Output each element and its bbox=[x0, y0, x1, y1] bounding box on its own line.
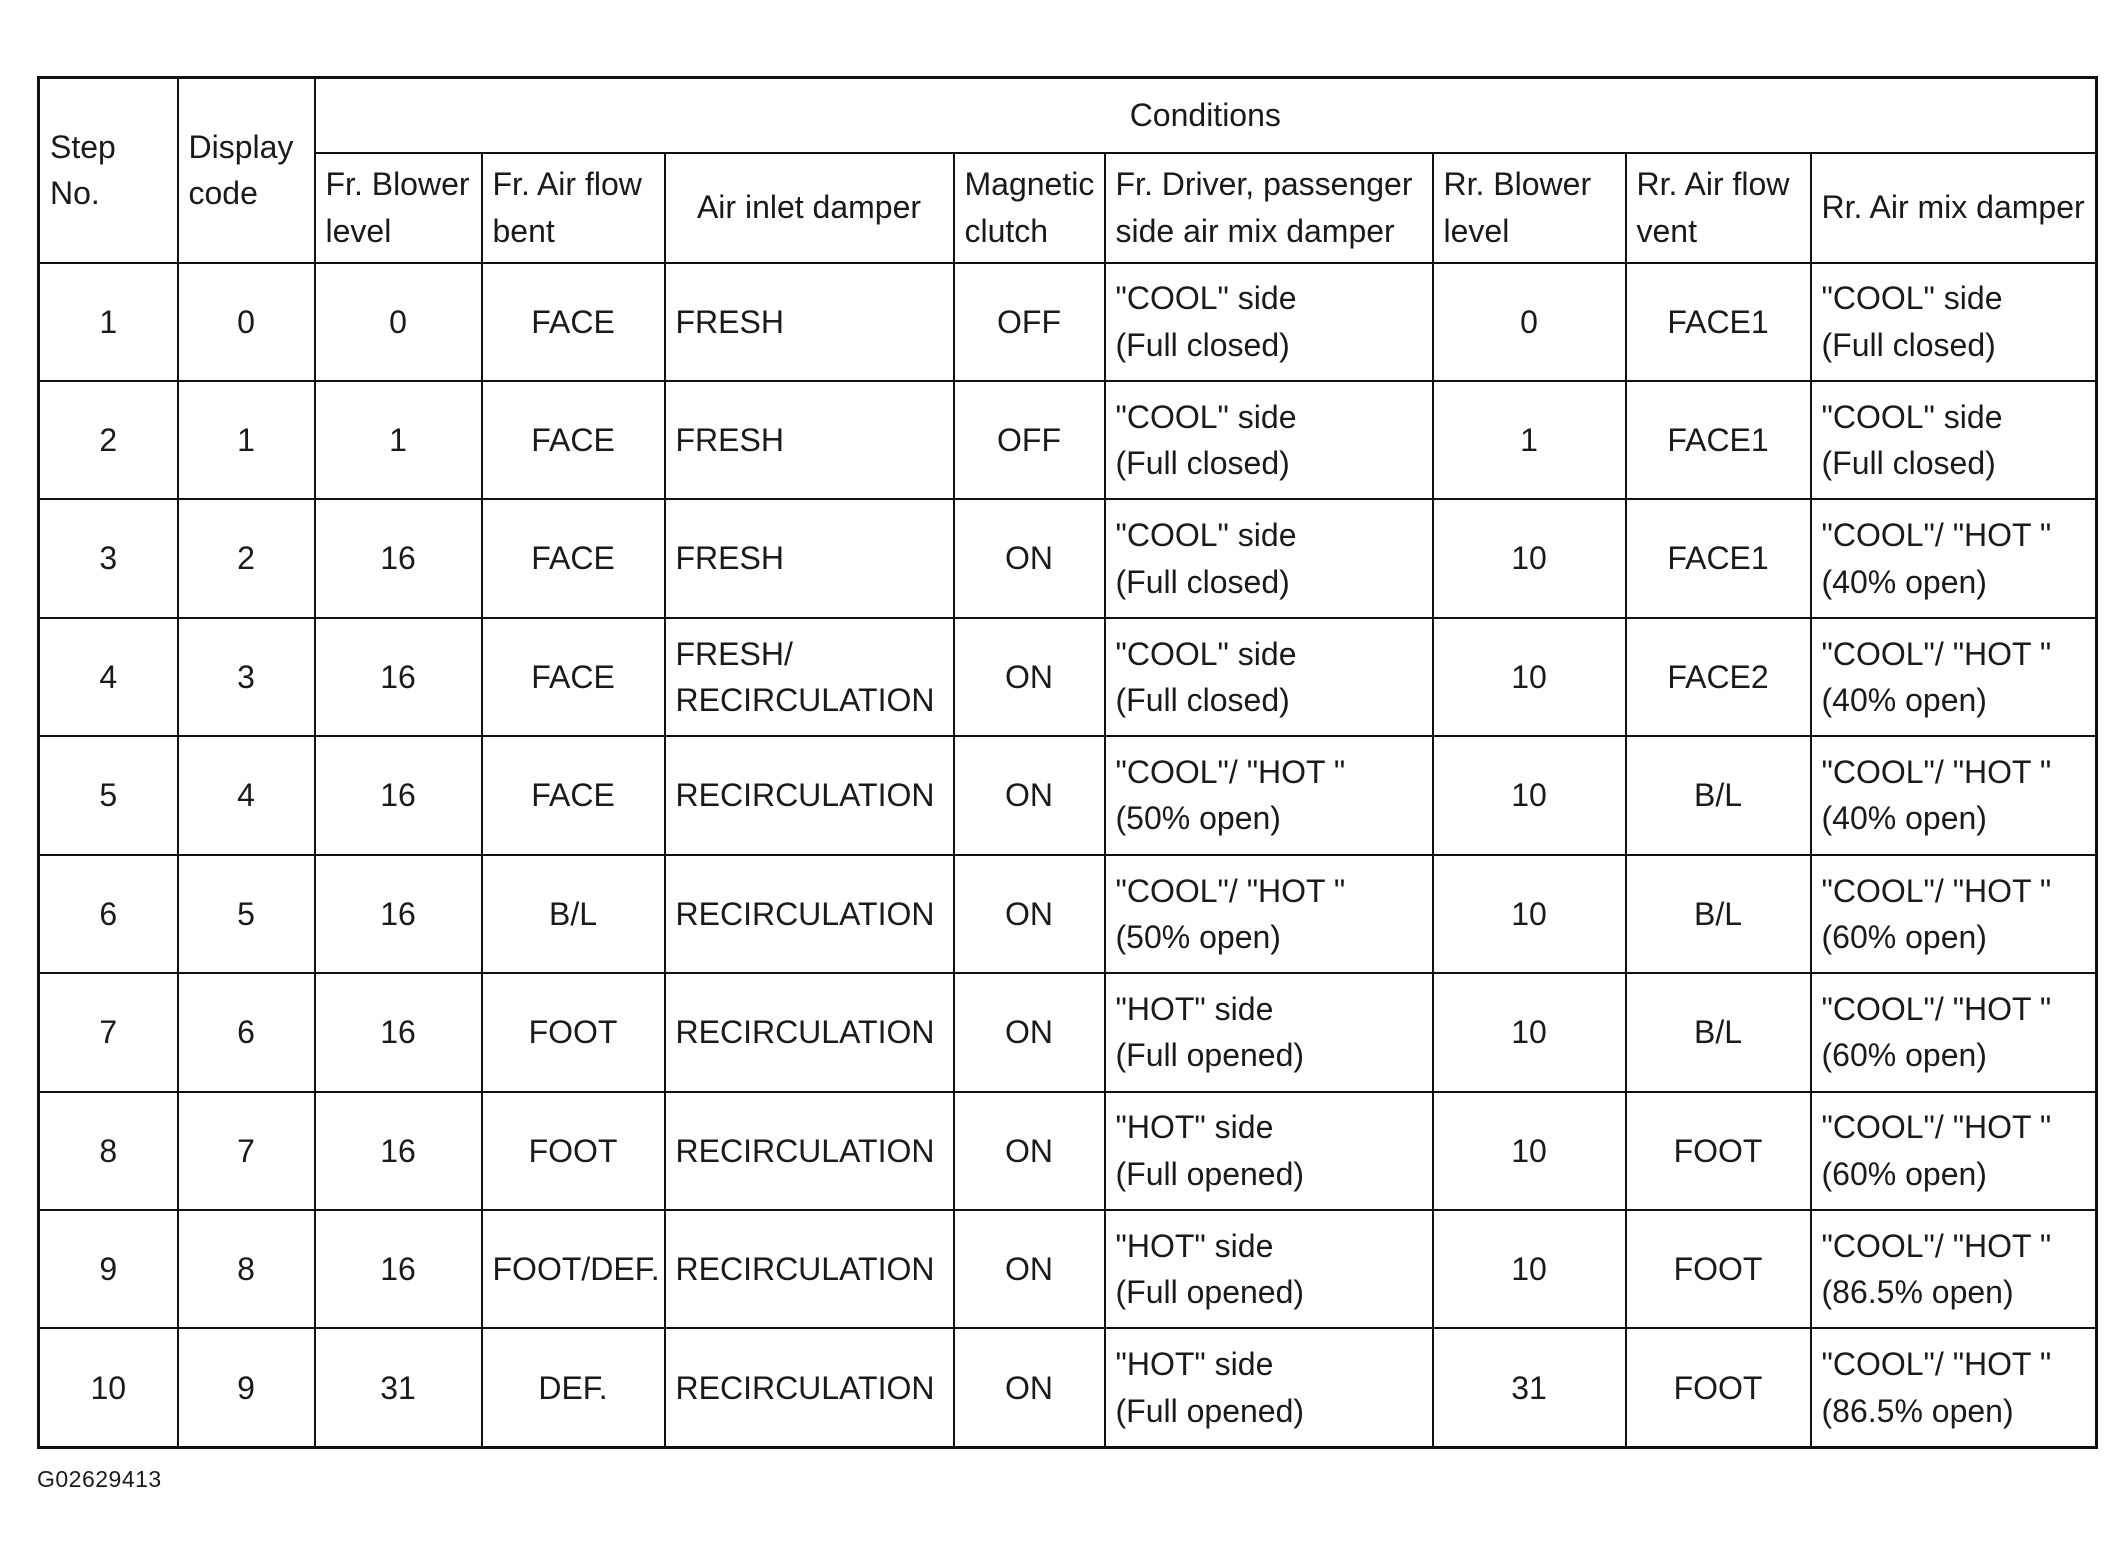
fr-air-flow-cell: FACE bbox=[482, 499, 665, 617]
fr-air-mix-damper-cell-line: (50% open) bbox=[1115, 800, 1281, 837]
fr-air-mix-damper-cell-line: (Full opened) bbox=[1115, 1392, 1305, 1429]
rr-air-mix-damper-cell bbox=[1811, 618, 2097, 736]
conditions-table bbox=[37, 76, 2098, 1449]
fr-air-flow-cell: FOOT/DEF. bbox=[482, 1210, 665, 1328]
rr-air-mix-damper-cell bbox=[1811, 499, 2097, 617]
magnetic-clutch-cell: ON bbox=[954, 855, 1105, 973]
magnetic-clutch-cell: ON bbox=[954, 736, 1105, 854]
rr-air-mix-damper-cell-line: (86.5% open) bbox=[1821, 1392, 2014, 1429]
air-inlet-cell: RECIRCULATION bbox=[665, 1210, 954, 1328]
rr-air-mix-damper-cell bbox=[1811, 1328, 2097, 1447]
fr-air-mix-damper-cell bbox=[1105, 618, 1433, 736]
display-code-cell: 6 bbox=[178, 973, 315, 1091]
fr-air-mix-damper-cell bbox=[1105, 973, 1433, 1091]
fr-air-mix-damper-cell-line: (Full closed) bbox=[1115, 445, 1290, 482]
air-inlet-cell: RECIRCULATION bbox=[665, 855, 954, 973]
rr-air-mix-damper-cell bbox=[1811, 736, 2097, 854]
air-inlet-cell: FRESH bbox=[665, 263, 954, 381]
fr-air-mix-damper-cell-line: (Full closed) bbox=[1115, 326, 1290, 363]
step-cell: 7 bbox=[39, 973, 178, 1091]
fr-blower-cell: 16 bbox=[315, 736, 482, 854]
rr-air-mix-damper-cell bbox=[1811, 855, 2097, 973]
figure-id: G02629413 bbox=[37, 1466, 162, 1492]
step-cell: 10 bbox=[39, 1328, 178, 1447]
rr-air-flow-vent-cell: FACE1 bbox=[1626, 499, 1811, 617]
rr-blower-cell: 10 bbox=[1433, 1092, 1626, 1210]
rr-air-flow-vent-cell: FACE1 bbox=[1626, 263, 1811, 381]
rr-air-mix-damper-cell-line: (60% open) bbox=[1821, 1037, 1987, 1074]
fr-air-mix-damper-cell bbox=[1105, 1328, 1433, 1447]
table-row bbox=[39, 381, 2097, 499]
air-inlet-cell: FRESH bbox=[665, 381, 954, 499]
rr-air-mix-damper-cell-line: (86.5% open) bbox=[1821, 1274, 2014, 1311]
step-cell: 2 bbox=[39, 381, 178, 499]
rr-blower-cell: 10 bbox=[1433, 618, 1626, 736]
fr-air-mix-damper-cell bbox=[1105, 263, 1433, 381]
rr-air-flow-vent-cell: B/L bbox=[1626, 855, 1811, 973]
rr-air-mix-damper-cell-line: "COOL"/ "HOT " bbox=[1821, 990, 2052, 1027]
fr-air-mix-damper-cell-line: (Full opened) bbox=[1115, 1037, 1305, 1074]
rr-air-mix-damper-cell-line: "COOL" side bbox=[1821, 280, 2003, 317]
rr-air-mix-damper-cell-line: (40% open) bbox=[1821, 800, 1987, 837]
rr-air-mix-damper-cell-line: "COOL"/ "HOT " bbox=[1821, 1109, 2052, 1146]
conditions-table-container bbox=[37, 76, 2095, 1449]
display-code-cell: 5 bbox=[178, 855, 315, 973]
rr-air-mix-damper-cell-line: (60% open) bbox=[1821, 1155, 1987, 1192]
fr-air-mix-damper-cell-line: (50% open) bbox=[1115, 918, 1281, 955]
fr-blower-cell: 16 bbox=[315, 1210, 482, 1328]
fr-blower-cell: 31 bbox=[315, 1328, 482, 1447]
table-row bbox=[39, 1210, 2097, 1328]
rr-blower-cell: 10 bbox=[1433, 1210, 1626, 1328]
air-inlet-cell: RECIRCULATION bbox=[665, 736, 954, 854]
step-cell: 4 bbox=[39, 618, 178, 736]
fr-air-mix-damper-cell-line: (Full opened) bbox=[1115, 1155, 1305, 1192]
fr-air-mix-damper-cell-line: (Full opened) bbox=[1115, 1274, 1305, 1311]
rr-air-mix-damper-cell-line: "COOL"/ "HOT " bbox=[1821, 1227, 2052, 1264]
header-display-code: Display code bbox=[178, 78, 315, 263]
fr-air-flow-cell: FACE bbox=[482, 736, 665, 854]
fr-air-mix-damper-cell-line: "COOL" side bbox=[1115, 517, 1297, 554]
air-inlet-cell: FRESH/ RECIRCULATION bbox=[665, 618, 954, 736]
rr-blower-cell: 1 bbox=[1433, 381, 1626, 499]
rr-air-mix-damper-cell bbox=[1811, 1210, 2097, 1328]
table-row bbox=[39, 618, 2097, 736]
rr-blower-cell: 0 bbox=[1433, 263, 1626, 381]
rr-air-mix-damper-cell-line: "COOL"/ "HOT " bbox=[1821, 517, 2052, 554]
header-rr-air-flow-vent: Rr. Air flow vent bbox=[1626, 153, 1811, 263]
fr-air-flow-cell: B/L bbox=[482, 855, 665, 973]
fr-air-flow-cell: FOOT bbox=[482, 973, 665, 1091]
fr-blower-cell: 16 bbox=[315, 618, 482, 736]
rr-blower-cell: 10 bbox=[1433, 855, 1626, 973]
fr-air-mix-damper-cell-line: "COOL" side bbox=[1115, 635, 1297, 672]
rr-air-flow-vent-cell: FOOT bbox=[1626, 1092, 1811, 1210]
rr-air-mix-damper-cell bbox=[1811, 381, 2097, 499]
display-code-cell: 7 bbox=[178, 1092, 315, 1210]
rr-air-mix-damper-cell-line: (Full closed) bbox=[1821, 445, 1996, 482]
header-magnetic-clutch: Magnetic clutch bbox=[954, 153, 1105, 263]
fr-blower-cell: 1 bbox=[315, 381, 482, 499]
fr-air-flow-cell: FOOT bbox=[482, 1092, 665, 1210]
table-row bbox=[39, 263, 2097, 381]
fr-air-mix-damper-cell-line: "COOL"/ "HOT " bbox=[1115, 754, 1346, 791]
header-fr-air-mix-damper: Fr. Driver, passenger side air mix damper bbox=[1105, 153, 1433, 263]
rr-air-mix-damper-cell-line: "COOL"/ "HOT " bbox=[1821, 635, 2052, 672]
fr-blower-cell: 16 bbox=[315, 499, 482, 617]
header-rr-blower-level: Rr. Blower level bbox=[1433, 153, 1626, 263]
rr-blower-cell: 10 bbox=[1433, 499, 1626, 617]
step-cell: 6 bbox=[39, 855, 178, 973]
table-row bbox=[39, 973, 2097, 1091]
display-code-cell: 0 bbox=[178, 263, 315, 381]
table-row bbox=[39, 499, 2097, 617]
fr-air-mix-damper-cell bbox=[1105, 1210, 1433, 1328]
step-cell: 1 bbox=[39, 263, 178, 381]
table-row bbox=[39, 855, 2097, 973]
rr-blower-cell: 10 bbox=[1433, 736, 1626, 854]
air-inlet-cell: RECIRCULATION bbox=[665, 1092, 954, 1210]
rr-air-mix-damper-cell-line: (Full closed) bbox=[1821, 326, 1996, 363]
fr-air-mix-damper-cell-line: (Full closed) bbox=[1115, 682, 1290, 719]
magnetic-clutch-cell: ON bbox=[954, 1328, 1105, 1447]
magnetic-clutch-cell: ON bbox=[954, 1092, 1105, 1210]
fr-air-mix-damper-cell-line: "HOT" side bbox=[1115, 990, 1274, 1027]
fr-air-mix-damper-cell-line: "HOT" side bbox=[1115, 1109, 1274, 1146]
rr-air-mix-damper-cell-line: (60% open) bbox=[1821, 918, 1987, 955]
rr-air-flow-vent-cell: FOOT bbox=[1626, 1328, 1811, 1447]
header-rr-air-mix-damper: Rr. Air mix damper bbox=[1811, 153, 2097, 263]
display-code-cell: 1 bbox=[178, 381, 315, 499]
fr-air-flow-cell: DEF. bbox=[482, 1328, 665, 1447]
rr-air-flow-vent-cell: FOOT bbox=[1626, 1210, 1811, 1328]
rr-air-flow-vent-cell: FACE2 bbox=[1626, 618, 1811, 736]
fr-air-mix-damper-cell-line: "HOT" side bbox=[1115, 1346, 1274, 1383]
fr-air-mix-damper-cell-line: "COOL"/ "HOT " bbox=[1115, 872, 1346, 909]
rr-blower-cell: 10 bbox=[1433, 973, 1626, 1091]
rr-air-mix-damper-cell-line: "COOL" side bbox=[1821, 398, 2003, 435]
fr-air-flow-cell: FACE bbox=[482, 618, 665, 736]
rr-air-mix-damper-cell-line: "COOL"/ "HOT " bbox=[1821, 872, 2052, 909]
fr-air-mix-damper-cell bbox=[1105, 381, 1433, 499]
fr-air-flow-cell: FACE bbox=[482, 263, 665, 381]
header-conditions: Conditions bbox=[315, 78, 2097, 153]
display-code-cell: 2 bbox=[178, 499, 315, 617]
magnetic-clutch-cell: ON bbox=[954, 1210, 1105, 1328]
step-cell: 5 bbox=[39, 736, 178, 854]
fr-air-mix-damper-cell bbox=[1105, 855, 1433, 973]
magnetic-clutch-cell: OFF bbox=[954, 263, 1105, 381]
magnetic-clutch-cell: OFF bbox=[954, 381, 1105, 499]
rr-air-mix-damper-cell-line: "COOL"/ "HOT " bbox=[1821, 754, 2052, 791]
magnetic-clutch-cell: ON bbox=[954, 499, 1105, 617]
fr-air-mix-damper-cell-line: (Full closed) bbox=[1115, 563, 1290, 600]
fr-air-mix-damper-cell-line: "HOT" side bbox=[1115, 1227, 1274, 1264]
air-inlet-cell: FRESH bbox=[665, 499, 954, 617]
fr-air-mix-damper-cell-line: "COOL" side bbox=[1115, 398, 1297, 435]
table-row bbox=[39, 736, 2097, 854]
display-code-cell: 3 bbox=[178, 618, 315, 736]
step-cell: 3 bbox=[39, 499, 178, 617]
table-row bbox=[39, 1328, 2097, 1447]
header-air-inlet-damper: Air inlet damper bbox=[665, 153, 954, 263]
magnetic-clutch-cell: ON bbox=[954, 618, 1105, 736]
rr-air-flow-vent-cell: B/L bbox=[1626, 736, 1811, 854]
fr-air-mix-damper-cell bbox=[1105, 1092, 1433, 1210]
fr-air-flow-cell: FACE bbox=[482, 381, 665, 499]
rr-air-mix-damper-cell bbox=[1811, 1092, 2097, 1210]
step-cell: 8 bbox=[39, 1092, 178, 1210]
fr-blower-cell: 16 bbox=[315, 1092, 482, 1210]
table-body bbox=[39, 263, 2097, 1448]
fr-air-mix-damper-cell bbox=[1105, 499, 1433, 617]
fr-blower-cell: 16 bbox=[315, 973, 482, 1091]
rr-blower-cell: 31 bbox=[1433, 1328, 1626, 1447]
magnetic-clutch-cell: ON bbox=[954, 973, 1105, 1091]
air-inlet-cell: RECIRCULATION bbox=[665, 973, 954, 1091]
header-step-no: Step No. bbox=[39, 78, 178, 263]
display-code-cell: 4 bbox=[178, 736, 315, 854]
header-fr-blower-level: Fr. Blower level bbox=[315, 153, 482, 263]
rr-air-flow-vent-cell: FACE1 bbox=[1626, 381, 1811, 499]
rr-air-flow-vent-cell: B/L bbox=[1626, 973, 1811, 1091]
fr-air-mix-damper-cell-line: "COOL" side bbox=[1115, 280, 1297, 317]
rr-air-mix-damper-cell bbox=[1811, 263, 2097, 381]
display-code-cell: 8 bbox=[178, 1210, 315, 1328]
table-row bbox=[39, 1092, 2097, 1210]
fr-blower-cell: 0 bbox=[315, 263, 482, 381]
step-cell: 9 bbox=[39, 1210, 178, 1328]
display-code-cell: 9 bbox=[178, 1328, 315, 1447]
rr-air-mix-damper-cell-line: (40% open) bbox=[1821, 563, 1987, 600]
header-fr-air-flow: Fr. Air flow bent bbox=[482, 153, 665, 263]
fr-air-mix-damper-cell bbox=[1105, 736, 1433, 854]
fr-blower-cell: 16 bbox=[315, 855, 482, 973]
air-inlet-cell: RECIRCULATION bbox=[665, 1328, 954, 1447]
rr-air-mix-damper-cell-line: (40% open) bbox=[1821, 682, 1987, 719]
rr-air-mix-damper-cell bbox=[1811, 973, 2097, 1091]
rr-air-mix-damper-cell-line: "COOL"/ "HOT " bbox=[1821, 1346, 2052, 1383]
